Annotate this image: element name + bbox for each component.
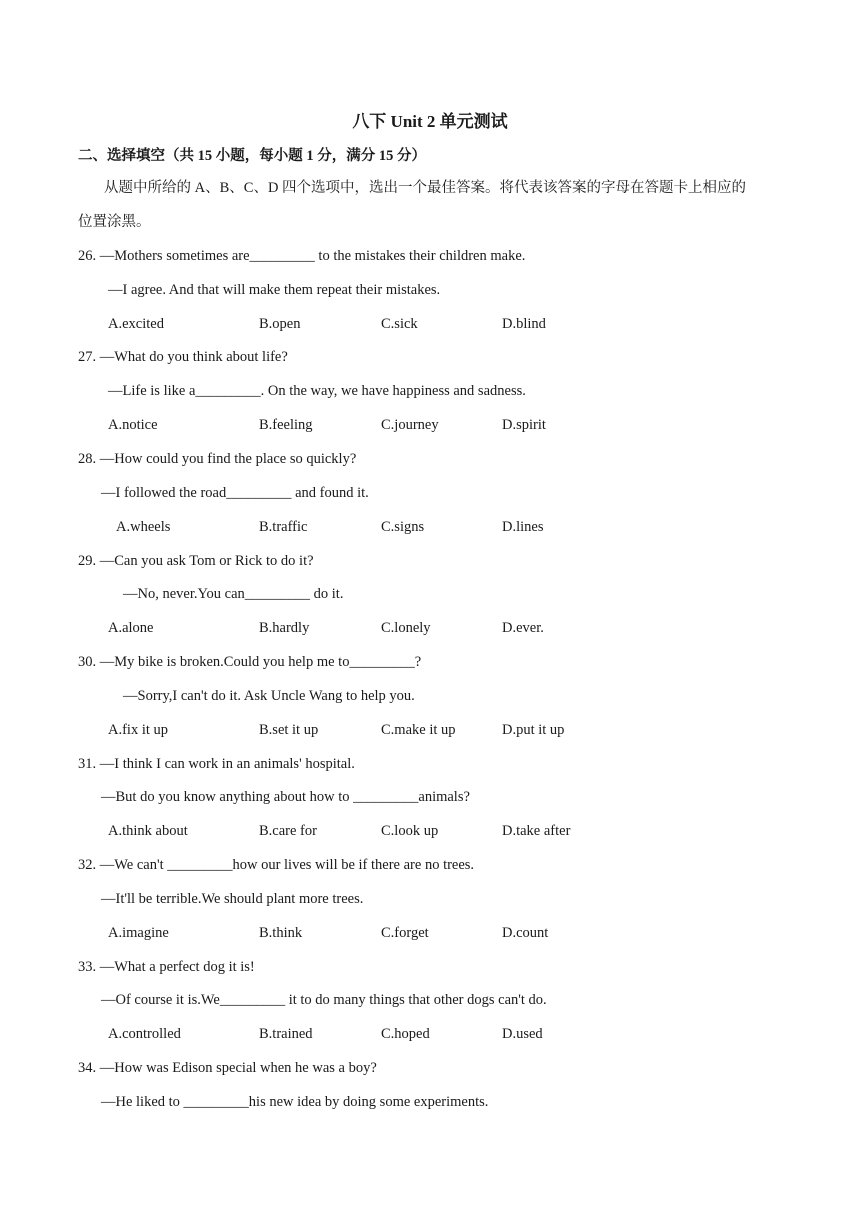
option-31-b: B.care for bbox=[259, 823, 317, 839]
instructions-line-2: 位置涂黑。 bbox=[78, 214, 151, 230]
option-32-b: B.think bbox=[259, 925, 303, 941]
question-34: 34. —How was Edison special when he was a boy? bbox=[78, 1060, 377, 1076]
answer-line-32: —It'll be terrible.We should plant more trees. bbox=[101, 891, 364, 907]
option-27-d: D.spirit bbox=[502, 417, 546, 433]
option-27-b: B.feeling bbox=[259, 417, 313, 433]
answer-line-29: —No, never.You can_________ do it. bbox=[123, 586, 344, 602]
section-heading: 二、选择填空（共 15 小题，每小题 1 分，满分 15 分） bbox=[78, 148, 426, 164]
answer-line-28: —I followed the road_________ and found it. bbox=[101, 485, 369, 501]
option-28-b: B.traffic bbox=[259, 519, 308, 535]
option-31-c: C.look up bbox=[381, 823, 439, 839]
option-26-c: C.sick bbox=[381, 316, 418, 332]
answer-line-26: —I agree. And that will make them repeat their mistakes. bbox=[108, 282, 441, 298]
answer-line-31: —But do you know anything about how to _________animals? bbox=[101, 789, 470, 805]
answer-line-33: —Of course it is.We_________ it to do many things that other dogs can't do. bbox=[101, 992, 547, 1008]
option-33-c: C.hoped bbox=[381, 1026, 430, 1042]
option-30-a: A.fix it up bbox=[108, 722, 169, 738]
option-32-d: D.count bbox=[502, 925, 549, 941]
option-26-d: D.blind bbox=[502, 316, 546, 332]
option-32-c: C.forget bbox=[381, 925, 429, 941]
question-31: 31. —I think I can work in an animals' hospital. bbox=[78, 756, 355, 772]
option-29-d: D.ever. bbox=[502, 620, 544, 636]
question-29: 29. —Can you ask Tom or Rick to do it? bbox=[78, 553, 314, 569]
question-32: 32. —We can't _________how our lives will be if there are no trees. bbox=[78, 857, 475, 873]
option-29-a: A.alone bbox=[108, 620, 154, 636]
option-26-a: A.excited bbox=[108, 316, 164, 332]
option-33-a: A.controlled bbox=[108, 1026, 181, 1042]
answer-line-27: —Life is like a_________. On the way, we have happiness and sadness. bbox=[108, 383, 526, 399]
option-33-b: B.trained bbox=[259, 1026, 313, 1042]
option-26-b: B.open bbox=[259, 316, 301, 332]
option-27-c: C.journey bbox=[381, 417, 439, 433]
answer-line-30: —Sorry,I can't do it. Ask Uncle Wang to help you. bbox=[123, 688, 415, 704]
option-33-d: D.used bbox=[502, 1026, 543, 1042]
option-29-b: B.hardly bbox=[259, 620, 310, 636]
question-28: 28. —How could you find the place so quickly? bbox=[78, 451, 357, 467]
instructions-line-1: 从题中所给的 A、B、C、D 四个选项中，选出一个最佳答案。将代表该答案的字母在答题卡上相应的 bbox=[104, 180, 747, 196]
option-30-c: C.make it up bbox=[381, 722, 456, 738]
option-32-a: A.imagine bbox=[108, 925, 169, 941]
option-28-a: A.wheels bbox=[116, 519, 171, 535]
option-31-a: A.think about bbox=[108, 823, 188, 839]
page-title: 八下 Unit 2 单元测试 bbox=[352, 112, 508, 131]
question-27: 27. —What do you think about life? bbox=[78, 349, 288, 365]
option-30-d: D.put it up bbox=[502, 722, 565, 738]
option-27-a: A.notice bbox=[108, 417, 158, 433]
question-26: 26. —Mothers sometimes are_________ to the mistakes their children make. bbox=[78, 248, 526, 264]
option-29-c: C.lonely bbox=[381, 620, 431, 636]
option-30-b: B.set it up bbox=[259, 722, 319, 738]
question-30: 30. —My bike is broken.Could you help me to_________? bbox=[78, 654, 422, 670]
option-28-d: D.lines bbox=[502, 519, 544, 535]
option-28-c: C.signs bbox=[381, 519, 425, 535]
question-33: 33. —What a perfect dog it is! bbox=[78, 959, 255, 975]
answer-line-34: —He liked to _________his new idea by doing some experiments. bbox=[101, 1094, 489, 1110]
option-31-d: D.take after bbox=[502, 823, 571, 839]
